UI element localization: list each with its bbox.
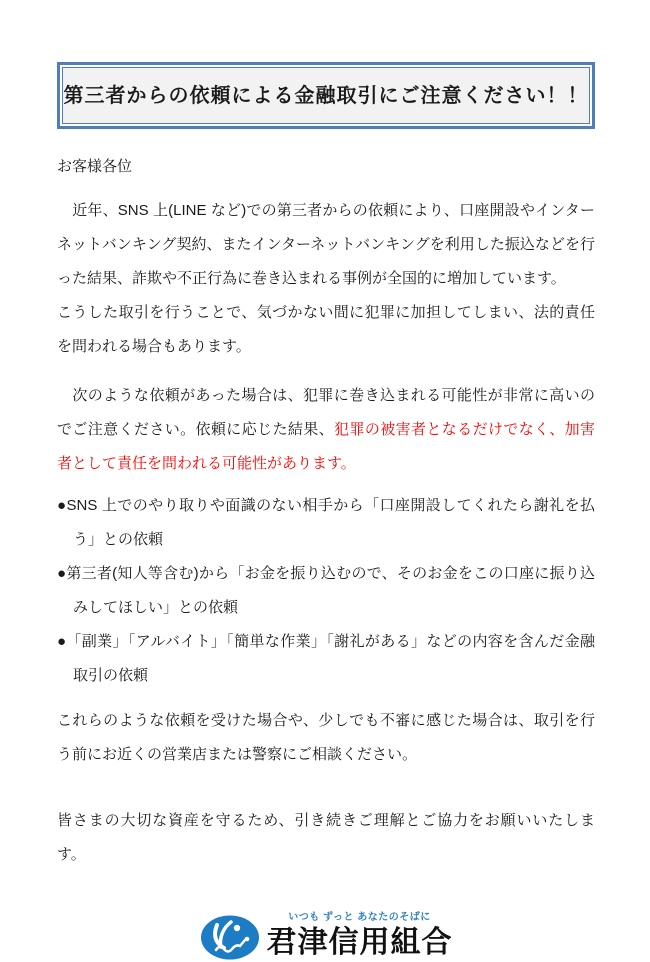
paragraph-warning <box>57 379 595 481</box>
notice-title: 第三者からの依頼による金融取引にご注意ください！！ <box>62 67 590 124</box>
bank-tagline: いつも ずっと あなたのそばに <box>288 912 431 923</box>
paragraph-recent-cases: 近年、SNS 上(LINE など)での第三者からの依頼により、口座開設やインターネットバンキング契約、またインターネットバンキングを利用した振込などを行った結果、詐欺や不正行為に巻き込まれる事例が全国的に増加しています。 <box>57 202 595 287</box>
warning-text-black: 次のような依頼があった場合は、犯罪に巻き込まれる可能性が非常に高いのでご注意ください。依頼に応じた結果、 <box>57 387 595 438</box>
bullet-item-third-party-transfer: ●第三者(知人等含む)から「お金を振り込むので、そのお金をこの口座に振り込みしてほしい」との依頼 <box>57 565 595 616</box>
salutation: お客様各位 <box>57 158 133 175</box>
notice-title-box <box>57 62 595 129</box>
bank-logo <box>57 912 595 962</box>
bank-logo-mark-icon <box>200 915 260 960</box>
bank-name: 君津信用組合 <box>266 926 453 959</box>
warning-bullet-list <box>57 489 595 693</box>
paragraph-legal-responsibility: こうした取引を行うことで、気づかない間に犯罪に加担してしまい、法的責任を問われる場合もあります。 <box>57 304 595 355</box>
paragraph-consult-advice: これらのような依頼を受けた場合や、少しでも不審に感じた場合は、取引を行う前にお近くの営業店または警察にご相談ください。 <box>57 712 595 763</box>
bullet-item-side-job: ●「副業」「アルバイト」「簡単な作業」「謝礼がある」などの内容を含んだ金融取引の依頼 <box>57 633 595 684</box>
bank-logo-text <box>267 912 453 962</box>
bullet-item-sns-request: ●SNS 上でのやり取りや面識のない相手から「口座開設してくれたら謝礼を払う」との依頼 <box>57 497 595 548</box>
warning-text-red: 犯罪の被害者となるだけでなく、加害者として責任を問われる可能性があります。 <box>57 421 595 472</box>
paragraph-closing: 皆さまの大切な資産を守るため、引き続きご理解とご協力をお願いいたします。 <box>57 812 595 863</box>
